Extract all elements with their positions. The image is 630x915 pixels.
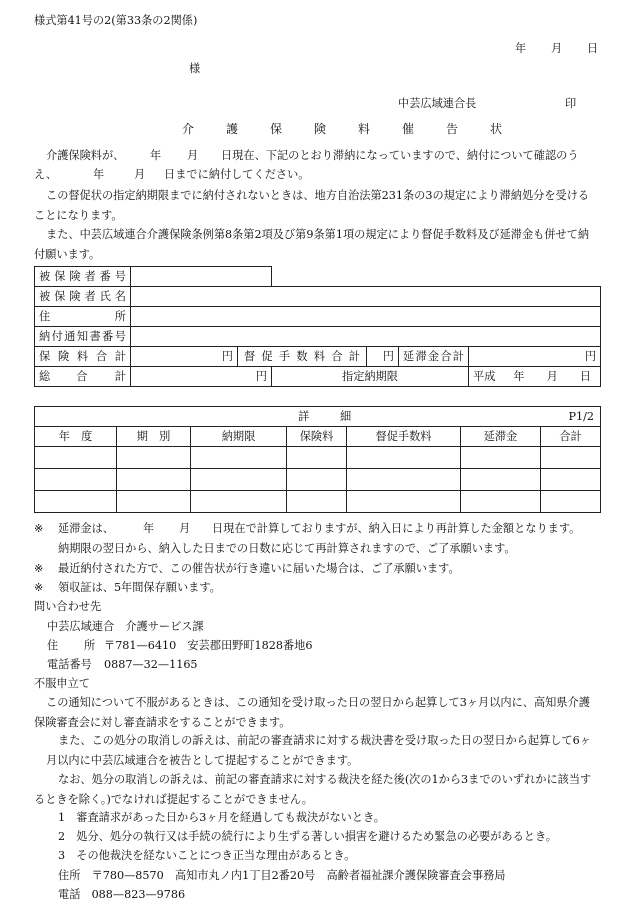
detail-heading-1: 詳 (298, 410, 310, 423)
notice-number-label: 納付通知書番号 (35, 327, 131, 347)
note-2: 最近納付された方で、この催告状が行き違いに届いた場合は、ご了承願います。 (58, 562, 460, 575)
table-row (35, 367, 601, 387)
intro-p1-year2: 年 (93, 168, 105, 181)
cell (35, 447, 117, 469)
intro-p1-b: 日現在、下記のとおり滞納になっていますので、納付について確認のう (221, 149, 579, 162)
note-1-month: 月 (179, 522, 191, 535)
contact-address-label-2: 所 (84, 639, 96, 652)
column-header: 年 度 (35, 427, 117, 447)
title-char: 料 (357, 122, 370, 136)
table-row (35, 491, 601, 513)
note-mark: ※ (34, 522, 44, 535)
cell (35, 491, 117, 513)
insured-name-label: 被保険者氏名 (35, 287, 131, 307)
late-fee-total-label: 延滞金合計 (399, 347, 469, 367)
cell (287, 491, 347, 513)
contact-phone-label: 電話番号 (47, 658, 92, 671)
fee-total-value: 円 (367, 347, 399, 367)
contact-address: 〒781—6410 安芸郡田野町1828番地6 (104, 639, 313, 652)
cell (35, 469, 117, 491)
due-date-label: 指定納期限 (272, 367, 469, 387)
column-header: 期 別 (117, 427, 191, 447)
intro-paragraph-2: この督促状の指定納期限までに納付されないときは、地方自治法第231条の3の規定により滞納処分を受けることになります。 (34, 189, 590, 222)
column-header: 督促手数料 (347, 427, 461, 447)
note-1-year: 年 (143, 522, 155, 535)
appeal-item: 1 審査請求があった日から3ヶ月を経過しても裁決がないとき。 (58, 811, 385, 824)
note-1-b: 日現在で計算しておりますが、納入日により再計算した金額となります。 (212, 522, 581, 535)
page-indicator: P1/2 (568, 410, 595, 423)
table-row (35, 469, 601, 491)
appeal-paragraph-2: また、この処分の取消しの訴えは、前記の審査請求に対する裁決書を受け取った日の翌日から起算して6ヶ月以内に中芸広域連合を被告として提起することができます。 (46, 734, 591, 767)
due-date-era: 平成 (473, 369, 496, 383)
due-date-value (469, 367, 601, 387)
premium-total-value: 円 (131, 347, 238, 367)
cell (117, 469, 191, 491)
intro-p1-month2: 月 (134, 168, 146, 181)
issuer-seal: 印 (565, 97, 577, 110)
table-row (35, 267, 601, 287)
cell (541, 491, 601, 513)
cell (461, 469, 541, 491)
issuer-name: 中芸広域連合長 (398, 97, 477, 110)
premium-total-label: 保険料合計 (35, 347, 131, 367)
title-char: 状 (489, 122, 502, 136)
contact-address-label-1: 住 (47, 639, 59, 652)
title-char: 保 (269, 122, 282, 136)
detail-heading-2: 細 (340, 410, 352, 423)
column-header: 合計 (541, 427, 601, 447)
contact-phone: 0887—32—1165 (104, 658, 198, 671)
cell (541, 469, 601, 491)
cell (287, 469, 347, 491)
cell (541, 447, 601, 469)
insured-number-value (131, 267, 272, 287)
appeal-item: 2 処分、処分の執行又は手続の続行により生ずる著しい損害を避けるため緊急の必要があるとき。 (58, 830, 557, 843)
issue-date-year: 年 (515, 42, 527, 55)
title-char: 催 (401, 122, 414, 136)
note-1-a: 延滞金は、 (58, 522, 114, 535)
cell (347, 491, 461, 513)
intro-p1-c: え、 (34, 168, 58, 181)
detail-heading (35, 407, 601, 427)
late-fee-total-value: 円 (469, 347, 601, 367)
title-char: 介 (181, 122, 194, 136)
intro-p1-d: 日までに納付してください。 (164, 168, 310, 181)
title-char: 告 (445, 122, 458, 136)
cell (191, 447, 287, 469)
column-header: 納期限 (191, 427, 287, 447)
appeal-phone: 電話 088—823—9786 (58, 888, 186, 901)
cell (117, 491, 191, 513)
appeal-address: 住所 〒780—8570 高知市丸ノ内1丁目2番20号 高齢者福祉課介護保険審査会事務局 (58, 869, 506, 882)
title-char: 険 (313, 122, 326, 136)
note-1-c: 納期限の翌日から、納入した日までの日数に応じて再計算されますので、ご了承願います。 (58, 542, 516, 555)
contact-office: 中芸広域連合 介護サービス課 (47, 620, 204, 633)
note-mark: ※ (34, 581, 44, 594)
notice-number-value (131, 327, 601, 347)
issue-date-day: 日 (587, 42, 599, 55)
fee-total-label: 督促手数料合計 (238, 347, 367, 367)
table-row (35, 287, 601, 307)
title-char: 護 (225, 122, 238, 136)
detail-table (34, 406, 601, 513)
detail-header-row (35, 427, 601, 447)
table-row (35, 447, 601, 469)
grand-total-char: 計 (114, 369, 126, 383)
cell (117, 447, 191, 469)
document-title (166, 122, 518, 136)
premium-info-table (34, 266, 601, 387)
grand-total-label (35, 367, 131, 387)
due-date-day: 日 (579, 369, 591, 383)
grand-total-char: 総 (39, 369, 51, 383)
form-number: 様式第41号の2(第33条の2関係) (34, 14, 198, 27)
address-value (131, 307, 601, 327)
addressee-suffix: 様 (189, 62, 201, 75)
intro-p1-year: 年 (150, 149, 162, 162)
note-3: 領収証は、5年間保存願います。 (58, 581, 221, 594)
appeal-item: 3 その他裁決を経ないことにつき正当な理由があるとき。 (58, 849, 356, 862)
column-header: 保険料 (287, 427, 347, 447)
detail-heading-row (35, 407, 601, 427)
cell (287, 447, 347, 469)
cell (461, 491, 541, 513)
address-label-1: 住 (39, 309, 51, 323)
due-date-year: 年 (513, 369, 525, 383)
grand-total-value: 円 (131, 367, 272, 387)
insured-number-label: 被保険者番号 (35, 267, 131, 287)
contact-heading: 問い合わせ先 (34, 600, 102, 613)
insured-name-value (131, 287, 601, 307)
cell (347, 447, 461, 469)
cell (461, 447, 541, 469)
table-row (35, 327, 601, 347)
address-label-2: 所 (114, 309, 126, 323)
blank-cell (272, 267, 601, 287)
cell (191, 469, 287, 491)
column-header: 延滞金 (461, 427, 541, 447)
intro-p1-month: 月 (187, 149, 199, 162)
appeal-paragraph-1: この通知について不服があるときは、この通知を受け取った日の翌日から起算して3ヶ月以内に、高知県介護保険審査会に対し審査請求をすることができます。 (34, 696, 590, 729)
due-date-month: 月 (546, 369, 558, 383)
table-row (35, 307, 601, 327)
address-label (35, 307, 131, 327)
appeal-paragraph-3: なお、処分の取消しの訴えは、前記の審査請求に対する裁決を経た後(次の1から3までのいずれかに該当するときを除く。)でなければ提起することができません。 (34, 773, 592, 806)
appeal-heading: 不服申立て (34, 677, 90, 690)
intro-paragraph-3: また、中芸広域連合介護保険条例第8条第2項及び第9条第1項の規定により督促手数料及び延滞金も併せて納付願います。 (34, 228, 590, 261)
cell (347, 469, 461, 491)
cell (191, 491, 287, 513)
table-row (35, 347, 601, 367)
intro-p1-a: 介護保険料が、 (46, 149, 125, 162)
issue-date-month: 月 (551, 42, 563, 55)
grand-total-char: 合 (76, 369, 88, 383)
note-mark: ※ (34, 562, 44, 575)
